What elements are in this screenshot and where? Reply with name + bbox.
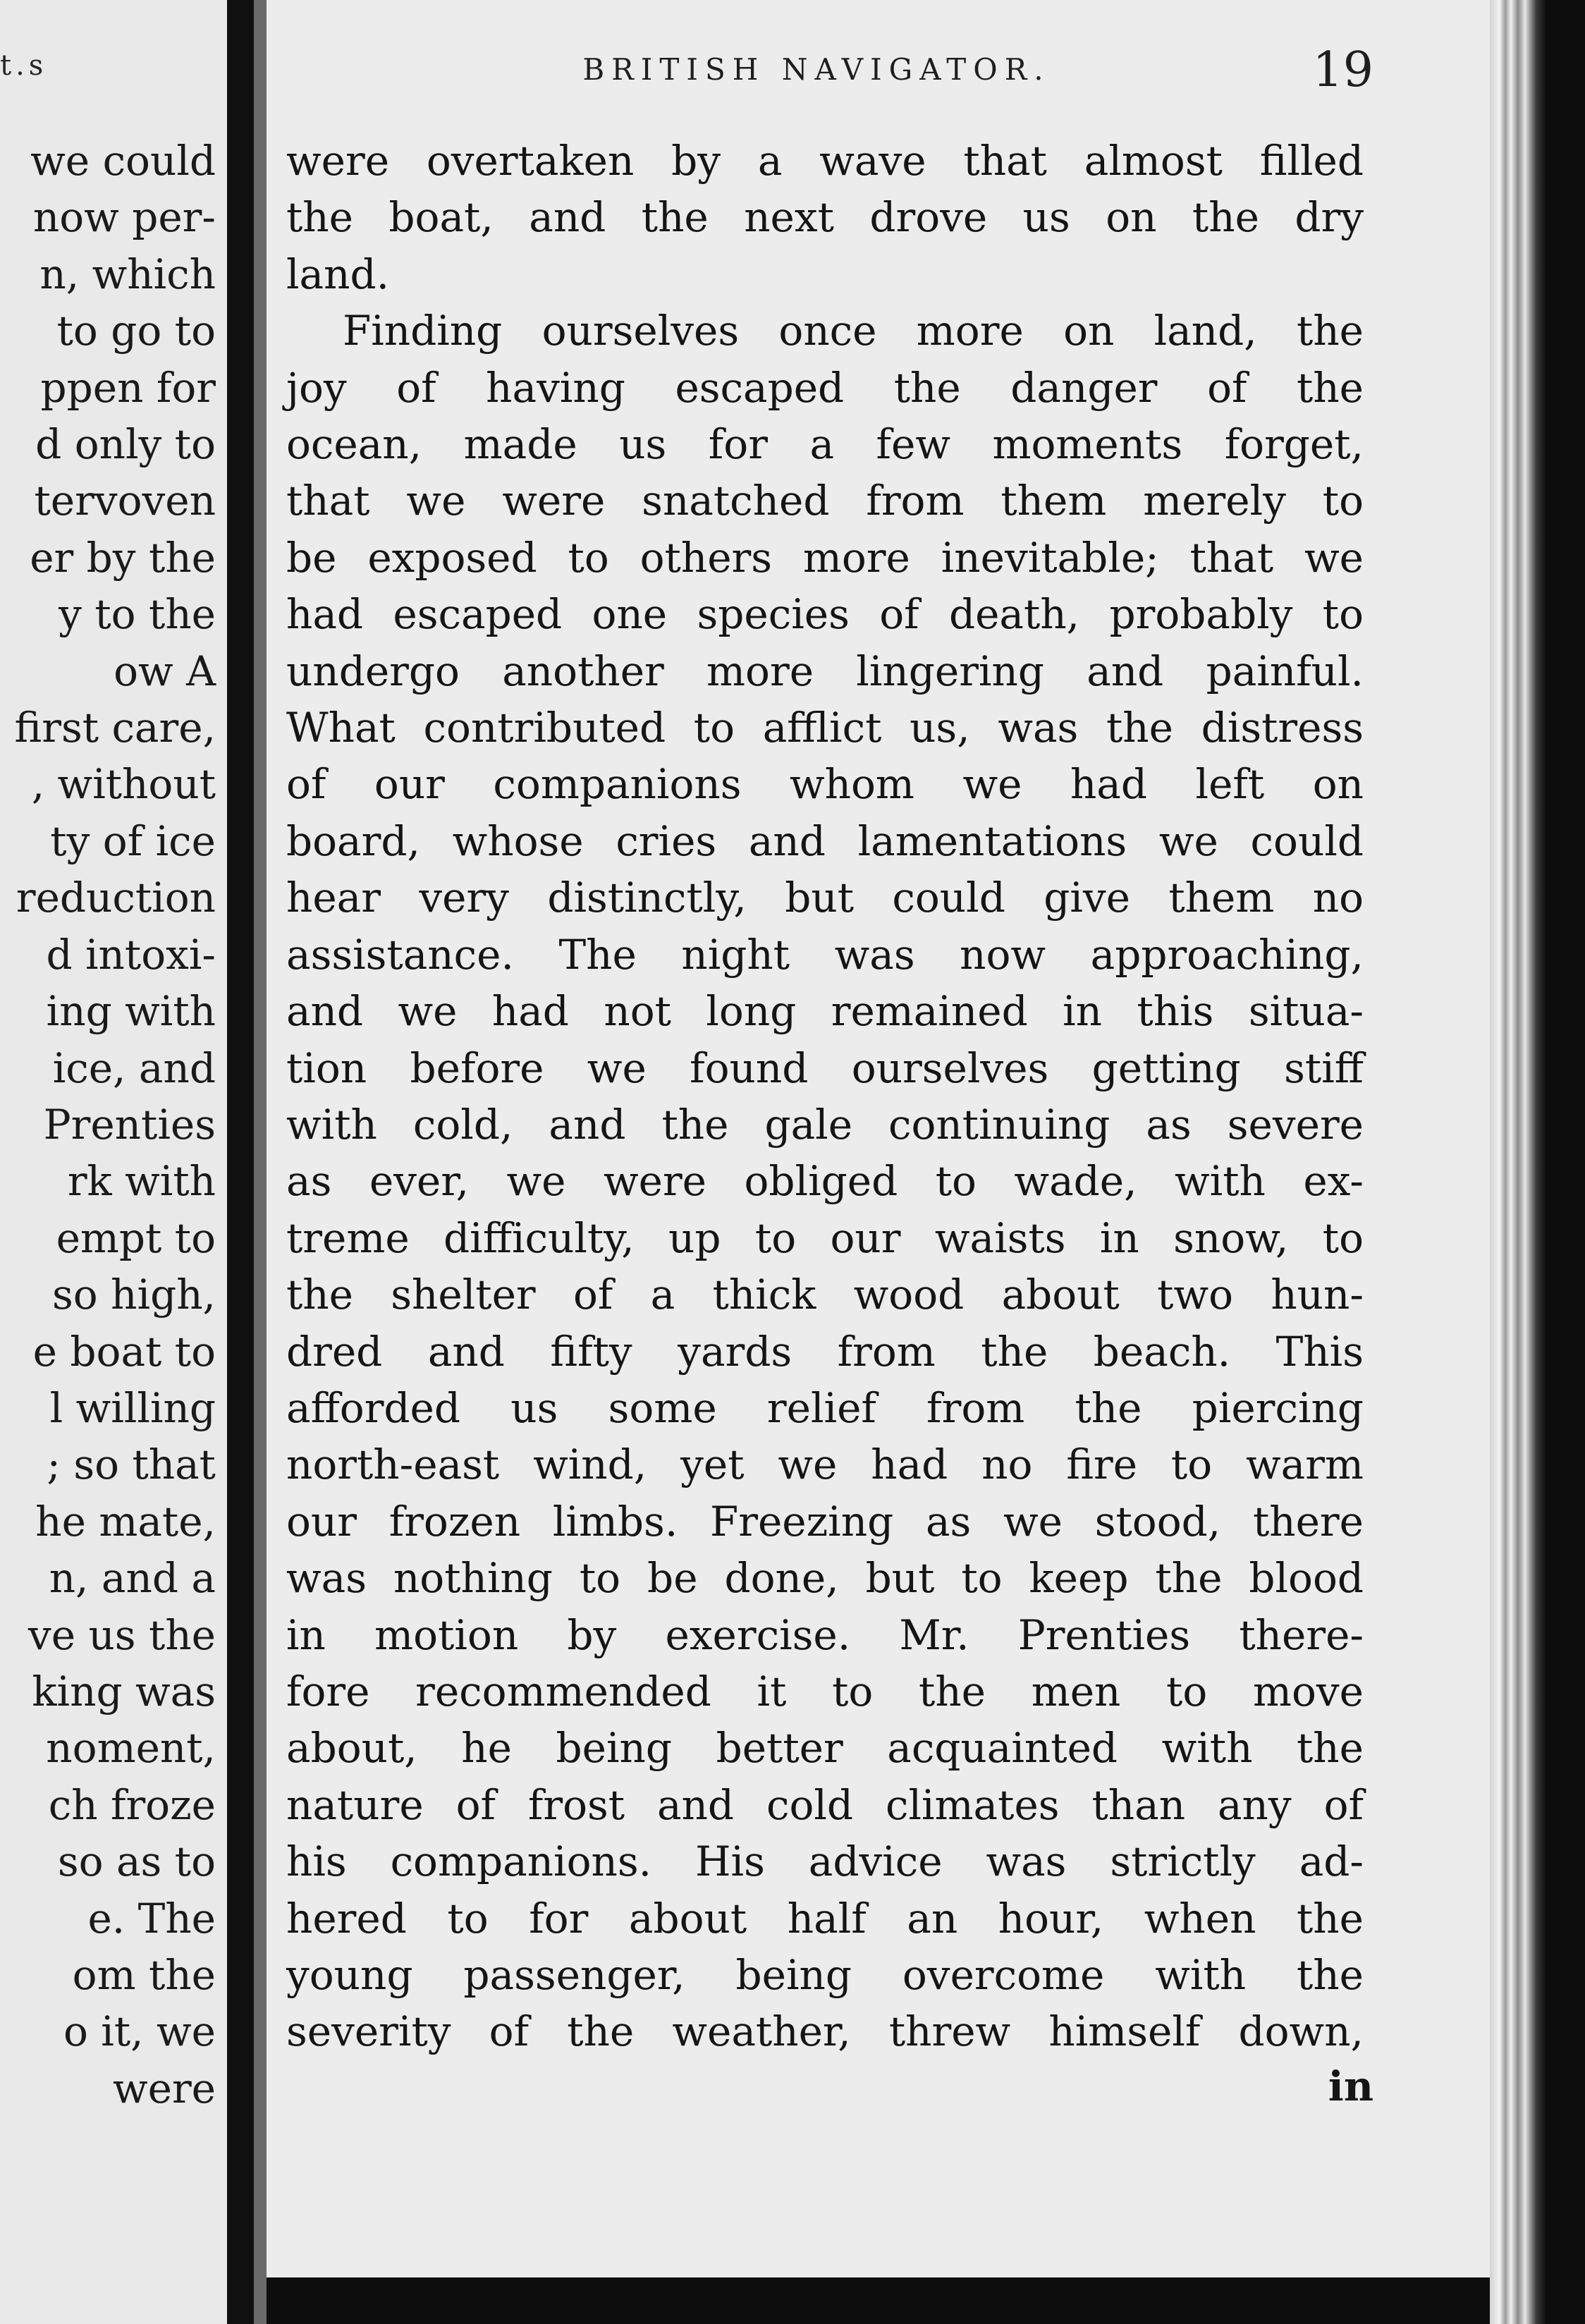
right-page (267, 0, 1490, 2277)
text-line: our frozen limbs. Freezing as we stood, there (286, 1497, 1364, 1546)
left-line: rk with (67, 1157, 216, 1206)
left-line: ; so that (47, 1441, 216, 1489)
left-line: , without (31, 760, 216, 809)
left-line: now per- (32, 193, 216, 242)
left-line: tervoven (34, 477, 216, 525)
text-line: severity of the weather, threw himself down, (286, 2007, 1364, 2056)
text-line: of our companions whom we had left on (286, 760, 1364, 809)
text-line: undergo another more lingering and painful. (286, 647, 1364, 695)
left-line: so high, (52, 1271, 216, 1319)
left-line: n, which (39, 250, 216, 298)
text-line: as ever, we were obliged to wade, with ex- (286, 1157, 1364, 1206)
text-line: be exposed to others more inevitable; that we (286, 533, 1364, 582)
left-line: d intoxi- (46, 930, 216, 979)
catchword: in (1328, 2062, 1373, 2110)
left-line: were (112, 2064, 216, 2112)
bottom-shadow (267, 2277, 1490, 2324)
left-line: he mate, (35, 1497, 216, 1546)
text-line: hered to for about half an hour, when the (286, 1894, 1364, 1943)
paragraph-start-line: Finding ourselves once more on land, the (343, 307, 1364, 355)
book-gutter (227, 0, 254, 2324)
text-line: his companions. His advice was strictly ad- (286, 1837, 1364, 1886)
text-line: north-east wind, yet we had no fire to warm (286, 1441, 1364, 1489)
text-line: young passenger, being overcome with the (286, 1951, 1364, 1999)
text-line: the boat, and the next drove us on the dry (286, 193, 1364, 242)
text-line: and we had not long remained in this situa- (286, 987, 1364, 1036)
text-line: was nothing to be done, but to keep the blood (286, 1554, 1364, 1603)
left-page-text (0, 133, 216, 2117)
left-line: o it, we (63, 2007, 216, 2056)
text-line: had escaped one species of death, probably to (286, 590, 1364, 639)
text-line: board, whose cries and lamentations we could (286, 817, 1364, 865)
left-line: we could (30, 137, 216, 185)
left-page-header-fragment: t.s (0, 49, 48, 82)
text-line: hear very distinctly, but could give them no (286, 874, 1364, 922)
left-line: to go to (56, 307, 216, 355)
text-line: with cold, and the gale continuing as severe (286, 1100, 1364, 1149)
left-line: ppen for (40, 363, 216, 412)
page-number: 19 (1312, 42, 1373, 98)
text-line: in motion by exercise. Mr. Prenties there- (286, 1610, 1364, 1659)
left-line: d only to (35, 420, 216, 469)
text-line: about, he being better acquainted with the (286, 1724, 1364, 1773)
left-line: ice, and (52, 1044, 216, 1092)
left-line: ch froze (48, 1780, 216, 1829)
left-facing-page (0, 0, 227, 2324)
text-line: ocean, made us for a few moments forget, (286, 420, 1364, 469)
text-line: tion before we found ourselves getting stiff (286, 1044, 1364, 1092)
left-line: e boat to (32, 1327, 216, 1376)
left-line: first care, (14, 704, 216, 752)
text-line: treme difficulty, up to our waists in snow, to (286, 1213, 1364, 1262)
left-line: l willing (49, 1383, 216, 1432)
left-line: so as to (57, 1837, 216, 1886)
left-line: king was (32, 1667, 216, 1716)
left-line: ing with (46, 987, 216, 1036)
text-line: What contributed to afflict us, was the distress (286, 704, 1364, 752)
left-line: ve us the (27, 1610, 216, 1659)
body-text (286, 133, 1364, 2060)
text-line: land. (286, 250, 390, 298)
left-line: Prenties (43, 1100, 216, 1149)
left-line: om the (72, 1951, 216, 1999)
text-line: that we were snatched from them merely to (286, 477, 1364, 525)
text-line: the shelter of a thick wood about two hun- (286, 1271, 1364, 1319)
left-line: noment, (46, 1724, 216, 1773)
text-line: joy of having escaped the danger of the (286, 363, 1364, 412)
text-line: assistance. The night was now approaching, (286, 930, 1364, 979)
running-head: BRITISH NAVIGATOR. (582, 52, 1051, 87)
left-line: er by the (30, 533, 216, 582)
left-line: ty of ice (50, 817, 216, 865)
text-line: dred and fifty yards from the beach. This (286, 1327, 1364, 1376)
text-line: afforded us some relief from the piercing (286, 1383, 1364, 1432)
left-line: n, and a (49, 1554, 216, 1603)
left-line: ow A (114, 647, 216, 695)
left-line: y to the (59, 590, 216, 639)
text-line: nature of frost and cold climates than any of (286, 1780, 1364, 1829)
left-line: empt to (56, 1213, 216, 1262)
gutter-edge (254, 0, 267, 2324)
text-line: fore recommended it to the men to move (286, 1667, 1364, 1716)
text-line: were overtaken by a wave that almost filled (286, 137, 1364, 185)
page-edges (1490, 0, 1585, 2324)
left-line: reduction (16, 874, 216, 922)
left-line: e. The (87, 1894, 216, 1943)
